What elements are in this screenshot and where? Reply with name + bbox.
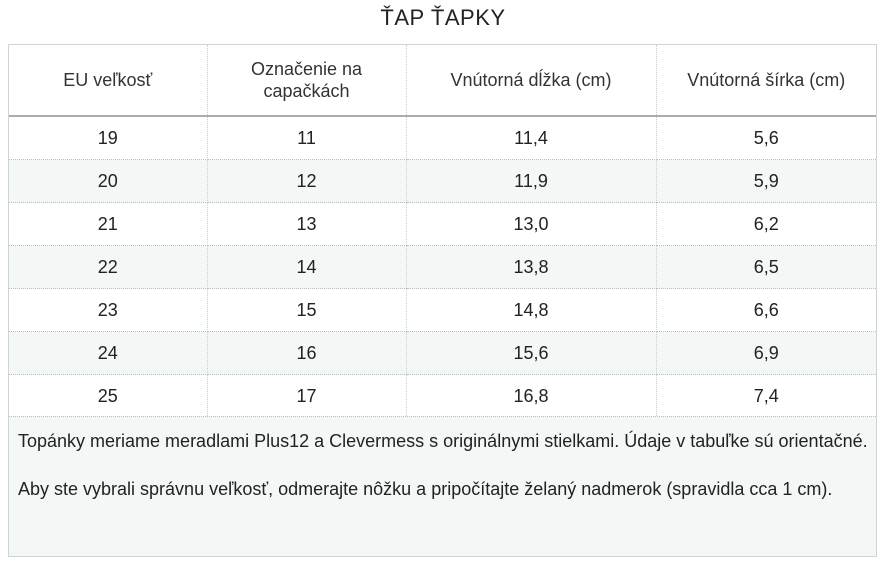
table-row (9, 160, 876, 203)
column-header-inner-length: Vnútorná dĺžka (cm) (406, 45, 656, 116)
table-header-row (9, 45, 876, 116)
cell-inner-width: 6,9 (656, 332, 876, 375)
table-row (9, 289, 876, 332)
cell-eu-size: 22 (9, 246, 207, 289)
cell-inner-length: 13,0 (406, 203, 656, 246)
cell-inner-length: 13,8 (406, 246, 656, 289)
sizing-advice: Aby ste vybrali správnu veľkosť, odmerajte nôžku a pripočítajte želaný nadmerok (spravidla cca 1 cm). (18, 479, 833, 499)
cell-eu-size: 21 (9, 203, 207, 246)
cell-eu-size: 24 (9, 332, 207, 375)
cell-inner-width: 7,4 (656, 375, 876, 418)
page-title: ŤAP ŤAPKY (380, 5, 506, 30)
size-table (9, 45, 876, 418)
cell-label: 17 (207, 375, 406, 418)
cell-inner-width: 5,6 (656, 116, 876, 160)
cell-label: 16 (207, 332, 406, 375)
cell-inner-length: 11,4 (406, 116, 656, 160)
table-row (9, 203, 876, 246)
cell-eu-size: 25 (9, 375, 207, 418)
table-row (9, 375, 876, 418)
table-row (9, 332, 876, 375)
size-chart (8, 44, 877, 557)
cell-inner-length: 11,9 (406, 160, 656, 203)
cell-inner-width: 6,2 (656, 203, 876, 246)
cell-inner-length: 16,8 (406, 375, 656, 418)
column-header-label: Označenie na capačkách (207, 45, 406, 116)
cell-label: 15 (207, 289, 406, 332)
cell-inner-width: 6,5 (656, 246, 876, 289)
cell-inner-width: 6,6 (656, 289, 876, 332)
cell-eu-size: 20 (9, 160, 207, 203)
cell-label: 12 (207, 160, 406, 203)
notes-panel (9, 416, 876, 556)
cell-label: 13 (207, 203, 406, 246)
cell-eu-size: 23 (9, 289, 207, 332)
cell-eu-size: 19 (9, 116, 207, 160)
column-header-inner-width: Vnútorná šírka (cm) (656, 45, 876, 116)
table-row (9, 116, 876, 160)
measurement-note: Topánky meriame meradlami Plus12 a Clevermess s originálnymi stielkami. Údaje v tabuľke sú orientačné. (18, 431, 868, 451)
cell-inner-width: 5,9 (656, 160, 876, 203)
column-header-eu-size: EU veľkosť (9, 45, 207, 116)
cell-label: 11 (207, 116, 406, 160)
cell-label: 14 (207, 246, 406, 289)
table-row (9, 246, 876, 289)
cell-inner-length: 14,8 (406, 289, 656, 332)
cell-inner-length: 15,6 (406, 332, 656, 375)
